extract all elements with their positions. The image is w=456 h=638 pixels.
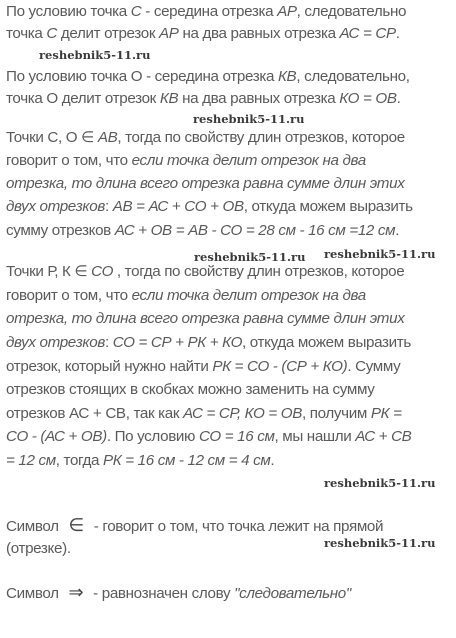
italic-run: отрезка, то длина всего отрезка равна сумме длин этих (6, 310, 405, 327)
text-run: на два равных отрезка (178, 90, 340, 107)
text-line (6, 262, 404, 282)
text-run: , мы нашли (274, 428, 356, 445)
text-line (6, 515, 383, 537)
italic-run: двух отрезков (6, 334, 105, 351)
text-run: , тогда (55, 452, 104, 469)
text-run: Точки С, О ∈ (6, 129, 98, 146)
italic-run: если точка делит отрезок на два (131, 152, 366, 169)
text-run: . (270, 452, 275, 469)
italic-run: СО - (АС + ОВ) (6, 428, 107, 445)
text-line (6, 309, 404, 329)
text-run: . По условию (106, 428, 199, 445)
text-run: отрезок, который нужно найти (6, 358, 213, 375)
italic-run: КВ (277, 68, 297, 85)
text-run: точка О делит отрезок (6, 90, 160, 107)
text-run: : (104, 334, 113, 351)
watermark: reshebnik5-11.ru (324, 247, 436, 261)
italic-run: РК = СО - (СР + КО) (212, 358, 348, 375)
implies-symbol: ⇒ (68, 582, 84, 602)
text-run: , откуда можем выразить (242, 334, 411, 351)
text-run: : (104, 198, 113, 215)
watermark: reshebnik5-11.ru (193, 112, 305, 126)
italic-run: АС = СР (339, 25, 396, 42)
italic-run: отрезка, то длина всего отрезка равна сумме длин этих (6, 175, 405, 192)
text-run: на два равных отрезка (178, 25, 340, 42)
text-line (6, 197, 413, 217)
text-run: - середина отрезка (141, 3, 278, 20)
italic-run: СО = СР + РК + КО (112, 334, 243, 351)
italic-run: РК = 16 см - 12 см = 4 см (103, 452, 271, 469)
text-run: , откуда можем выразить (243, 198, 413, 215)
text-line (6, 151, 366, 171)
text-run: говорит о том, что (6, 152, 132, 169)
watermark: reshebnik5-11.ru (194, 250, 306, 264)
text-run: сумму отрезков (6, 222, 115, 239)
italic-run: АС = СР, КО = ОВ (183, 405, 303, 422)
watermark: reshebnik5-11.ru (324, 536, 436, 550)
text-line (6, 380, 374, 400)
text-run: - говорит о том, что точка лежит на прямой (89, 518, 384, 535)
text-run: говорит о том, что (6, 287, 132, 304)
italic-run: С (130, 3, 142, 20)
italic-run: РК = (370, 405, 402, 422)
text-run: . Сумму (347, 358, 401, 375)
italic-run: С (46, 25, 57, 42)
text-run: точка (6, 25, 47, 42)
italic-run: "следовательно" (234, 585, 351, 602)
text-line (6, 404, 402, 424)
text-run: . (395, 222, 400, 239)
text-line (6, 451, 274, 471)
text-run: По условию точка О - середина отрезка (6, 68, 278, 85)
italic-run: АВ (97, 129, 118, 146)
text-run: делит отрезок (56, 25, 160, 42)
watermark: reshebnik5-11.ru (39, 48, 151, 62)
text-line (6, 582, 351, 604)
text-run: отрезков стоящих в скобках можно заменить на сумму (6, 381, 375, 398)
italic-run: двух отрезков (6, 198, 105, 215)
italic-run: АС + СВ (355, 428, 412, 445)
watermark: reshebnik5-11.ru (324, 476, 436, 490)
text-run: - равнозначен слову (89, 585, 235, 602)
text-run: Символ (6, 585, 63, 602)
text-run: . (395, 25, 400, 42)
text-line (6, 89, 401, 109)
italic-run: АР (159, 25, 179, 42)
text-line (6, 427, 411, 447)
italic-run: КО = ОВ (339, 90, 397, 107)
text-line (6, 357, 400, 377)
text-line (6, 333, 411, 353)
italic-run: КВ (159, 90, 179, 107)
text-run: (отрезке). (6, 540, 71, 557)
text-line (6, 67, 410, 87)
italic-run: СО = 16 см (198, 428, 275, 445)
text-run: По условию точка (6, 3, 131, 20)
text-run: отрезков АС + СВ, так как (6, 405, 184, 422)
element-of-symbol: ∈ (68, 515, 84, 535)
italic-run: СО (91, 263, 114, 280)
italic-run: если точка делит отрезок на два (131, 287, 366, 304)
text-run: , тогда по свойству длин отрезков, которое (113, 263, 405, 280)
text-run: Точки Р, К ∈ (6, 263, 92, 280)
text-run: , тогда по свойству длин отрезков, которое (117, 129, 405, 146)
italic-run: = 12 см (6, 452, 56, 469)
text-run: Символ (6, 518, 63, 535)
text-line (6, 24, 400, 44)
text-line (6, 174, 404, 194)
text-line (6, 128, 405, 148)
text-line (6, 221, 399, 241)
text-line (6, 286, 366, 306)
text-line (6, 2, 406, 22)
italic-run: АР (277, 3, 297, 20)
text-run: , следовательно (296, 3, 407, 20)
italic-run: АВ = АС + СО + ОВ (112, 198, 244, 215)
italic-run: АС + ОВ = АВ - СО = 28 см - 16 см =12 см (114, 222, 396, 239)
text-run: , получим (302, 405, 371, 422)
text-run: . (396, 90, 401, 107)
text-line (6, 539, 71, 559)
text-run: , следовательно, (296, 68, 410, 85)
